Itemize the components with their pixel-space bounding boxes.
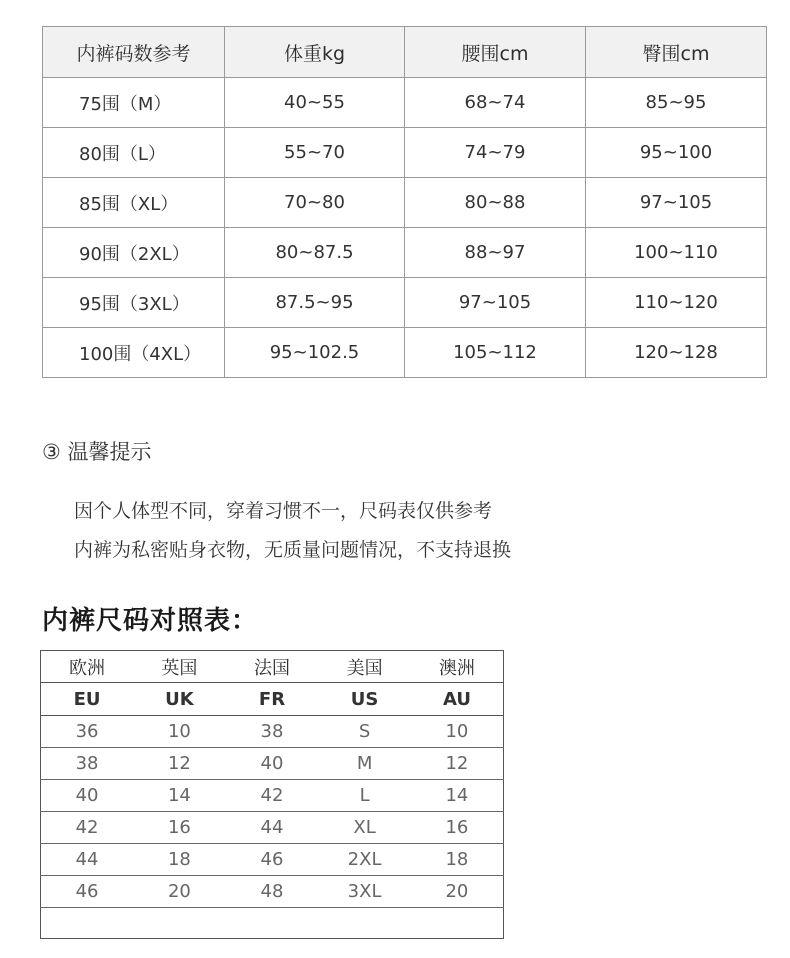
fr-cell: 42 — [226, 780, 319, 812]
size-table-header-row — [43, 27, 767, 78]
table-row — [43, 328, 767, 378]
region-name-cell: 英国 — [133, 651, 226, 683]
waist-cell: 74~79 — [405, 128, 586, 178]
region-name-cell: 美国 — [318, 651, 411, 683]
weight-cell: 87.5~95 — [225, 278, 405, 328]
table-row — [43, 278, 767, 328]
fr-cell: 38 — [226, 716, 319, 748]
waist-cell: 88~97 — [405, 228, 586, 278]
table-row — [41, 716, 504, 748]
header-cell-hip: 臀围cm — [586, 27, 767, 78]
table-row — [41, 780, 504, 812]
hip-cell: 110~120 — [586, 278, 767, 328]
eu-cell: 38 — [41, 748, 134, 780]
us-cell: M — [318, 748, 411, 780]
us-cell: XL — [318, 812, 411, 844]
eu-cell: 36 — [41, 716, 134, 748]
empty-cell — [41, 908, 504, 939]
au-cell: 12 — [411, 748, 504, 780]
table-row — [41, 748, 504, 780]
table-row — [43, 128, 767, 178]
hip-cell: 85~95 — [586, 78, 767, 128]
size-cell: 95围（3XL） — [43, 278, 225, 328]
tips-line-2: 内裤为私密贴身衣物，无质量问题情况，不支持退换 — [74, 539, 512, 561]
au-cell: 14 — [411, 780, 504, 812]
region-name-row — [41, 651, 504, 683]
conversion-heading: 内裤尺码对照表： — [42, 606, 259, 636]
tips-title: ③ 温馨提示 — [42, 440, 152, 464]
empty-row — [41, 908, 504, 939]
region-name-cell: 法国 — [226, 651, 319, 683]
uk-cell: 12 — [133, 748, 226, 780]
weight-cell: 95~102.5 — [225, 328, 405, 378]
size-cell: 75围（M） — [43, 78, 225, 128]
weight-cell: 40~55 — [225, 78, 405, 128]
header-cell-waist: 腰围cm — [405, 27, 586, 78]
waist-cell: 80~88 — [405, 178, 586, 228]
table-row — [43, 178, 767, 228]
hip-cell: 95~100 — [586, 128, 767, 178]
weight-cell: 70~80 — [225, 178, 405, 228]
uk-cell: 10 — [133, 716, 226, 748]
eu-cell: 42 — [41, 812, 134, 844]
header-cell-size: 内裤码数参考 — [43, 27, 225, 78]
tips-line-1: 因个人体型不同，穿着习惯不一，尺码表仅供参考 — [74, 500, 493, 522]
table-row — [43, 78, 767, 128]
us-cell: 3XL — [318, 876, 411, 908]
size-cell: 90围（2XL） — [43, 228, 225, 278]
us-cell: S — [318, 716, 411, 748]
fr-cell: 40 — [226, 748, 319, 780]
size-conversion-table — [40, 650, 504, 939]
region-code-row — [41, 683, 504, 716]
waist-cell: 97~105 — [405, 278, 586, 328]
weight-cell: 55~70 — [225, 128, 405, 178]
region-code-cell: US — [318, 683, 411, 716]
size-cell: 85围（XL） — [43, 178, 225, 228]
eu-cell: 44 — [41, 844, 134, 876]
size-reference-table — [42, 26, 767, 378]
hip-cell: 120~128 — [586, 328, 767, 378]
uk-cell: 14 — [133, 780, 226, 812]
header-cell-weight: 体重kg — [225, 27, 405, 78]
us-cell: L — [318, 780, 411, 812]
size-cell: 100围（4XL） — [43, 328, 225, 378]
au-cell: 16 — [411, 812, 504, 844]
weight-cell: 80~87.5 — [225, 228, 405, 278]
table-row — [41, 812, 504, 844]
eu-cell: 46 — [41, 876, 134, 908]
size-cell: 80围（L） — [43, 128, 225, 178]
table-row — [41, 844, 504, 876]
fr-cell: 46 — [226, 844, 319, 876]
region-code-cell: UK — [133, 683, 226, 716]
uk-cell: 16 — [133, 812, 226, 844]
us-cell: 2XL — [318, 844, 411, 876]
fr-cell: 48 — [226, 876, 319, 908]
region-code-cell: FR — [226, 683, 319, 716]
au-cell: 10 — [411, 716, 504, 748]
region-code-cell: AU — [411, 683, 504, 716]
fr-cell: 44 — [226, 812, 319, 844]
uk-cell: 20 — [133, 876, 226, 908]
hip-cell: 100~110 — [586, 228, 767, 278]
region-code-cell: EU — [41, 683, 134, 716]
au-cell: 18 — [411, 844, 504, 876]
au-cell: 20 — [411, 876, 504, 908]
table-row — [43, 228, 767, 278]
region-name-cell: 澳洲 — [411, 651, 504, 683]
uk-cell: 18 — [133, 844, 226, 876]
waist-cell: 68~74 — [405, 78, 586, 128]
region-name-cell: 欧洲 — [41, 651, 134, 683]
waist-cell: 105~112 — [405, 328, 586, 378]
hip-cell: 97~105 — [586, 178, 767, 228]
table-row — [41, 876, 504, 908]
eu-cell: 40 — [41, 780, 134, 812]
